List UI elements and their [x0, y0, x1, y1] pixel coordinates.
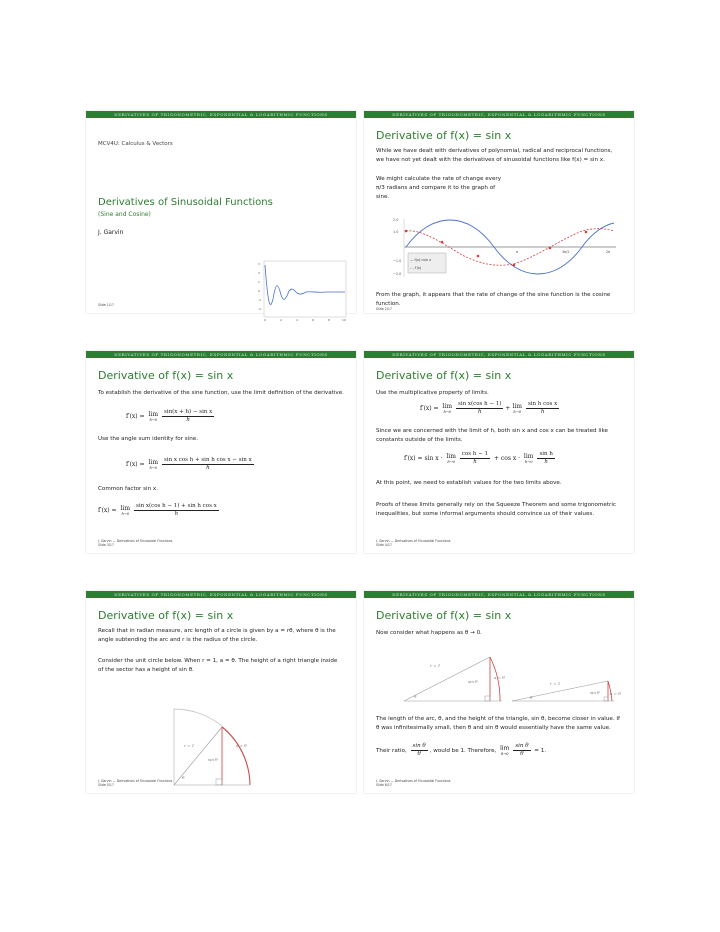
x-tick: 10	[342, 318, 346, 322]
theta-label: θ	[530, 695, 533, 700]
y-tick: 3	[258, 262, 260, 266]
triangle-diagram-large	[402, 651, 506, 705]
paragraph: Proofs of these limits generally rely on the Squeeze Theorem and some trigonometric inequalities, but some informal arguments should convince us of their values.	[376, 502, 616, 517]
slide-number: Slide 1/17	[98, 303, 114, 307]
arc-label: a = θ	[236, 743, 247, 748]
triangle-diagram-small	[510, 675, 621, 705]
slide-footer: J. Garvin — Derivatives of Sinusoidal Functions Slide 4/17	[376, 539, 451, 547]
slide-title: Derivative of f(x) = sin x	[376, 609, 512, 622]
paragraph: The length of the arc, θ, and the height of the triangle, sin θ, become closer in value. If θ was infinitesimally small, then θ and sin θ would essentially have the same value.	[376, 716, 620, 731]
legend-derivative: - - f′(x)	[410, 266, 422, 270]
paragraph: At this point, we need to establish values for the two limits above.	[376, 480, 562, 486]
sine-rate-graph	[392, 215, 620, 279]
paragraph: Now consider what happens as θ → 0.	[376, 630, 482, 636]
slide-header: DERIVATIVES OF TRIGONOMETRIC, EXPONENTIAL & LOGARITHMIC FUNCTIONS	[86, 111, 356, 118]
paragraph: From the graph, it appears that the rate of change of the sine function is the cosine function.	[376, 292, 611, 307]
x-tick: 4	[296, 318, 298, 322]
radius-label: r = 1	[184, 743, 195, 748]
x-tick: 3π/2	[562, 250, 570, 254]
slide-number: Slide 2/17	[376, 307, 392, 311]
y-tick: 2	[258, 271, 260, 275]
formula: f′(x) = lim h→0 $\frac{\text{sin(x + h) − sin x}}{h}$	[126, 409, 213, 423]
slide-header: DERIVATIVES OF TRIGONOMETRIC, EXPONENTIAL & LOGARITHMIC FUNCTIONS	[86, 351, 356, 358]
x-tick: 8	[328, 318, 330, 322]
radius-label: r = 1	[550, 681, 561, 686]
slide-3	[86, 351, 356, 553]
y-tick: 0	[258, 289, 260, 293]
slide-6	[364, 591, 634, 793]
arc-label: a = θ	[610, 691, 621, 696]
slide-1	[86, 111, 356, 322]
formula: f′(x) = lim h→0 $\frac{\text{sin x cos h + sin h cos x − sin x}}{h}$	[126, 457, 252, 471]
slide-header: DERIVATIVES OF TRIGONOMETRIC, EXPONENTIAL & LOGARITHMIC FUNCTIONS	[364, 351, 634, 358]
paragraph: While we have dealt with derivatives of polynomial, radical and reciprocal functions, we have not yet dealt with the derivatives of sinusoidal functions like f(x) = sin x.	[376, 148, 613, 163]
conclusion-line: Their ratio, $\frac{\text{sin θ}}{\theta}$ , would be 1. Therefore, lim θ→0 $\frac{\text{sin θ}}{\theta}$ = 1.	[376, 743, 547, 757]
paragraph: We might calculate the rate of change every π/3 radians and compare it to the graph of sine.	[376, 176, 502, 200]
legend-sine: — f(x)=sin x	[410, 258, 432, 262]
x-tick: 6	[312, 318, 314, 322]
paragraph: Consider the unit circle below. When r = 1, a = θ. The height of a right triangle inside of the sector has a height of sin θ.	[98, 658, 338, 673]
author-name: J. Garvin	[98, 229, 124, 236]
slide-title: Derivative of f(x) = sin x	[98, 609, 234, 622]
x-tick: 2π	[606, 250, 611, 254]
x-tick: 2	[280, 318, 282, 322]
paragraph: To establish the derivative of the sine function, use the limit definition of the derivative.	[98, 390, 344, 396]
slide-header: DERIVATIVES OF TRIGONOMETRIC, EXPONENTIAL & LOGARITHMIC FUNCTIONS	[364, 591, 634, 598]
y-tick: 2.0	[393, 218, 399, 222]
theta-label: θ	[414, 694, 417, 699]
x-tick: 0	[264, 318, 266, 322]
slide-2	[364, 111, 634, 313]
damped-oscillation-plot	[256, 259, 348, 321]
slide-5	[86, 591, 356, 793]
sine-label: sin θ	[590, 690, 600, 695]
x-tick: π	[516, 250, 519, 254]
slide-footer: J. Garvin — Derivatives of Sinusoidal Functions Slide 3/17	[98, 539, 173, 547]
formula: f′(x) = lim h→0 $\frac{\text{sin x(cos h − 1) + sin h cos x}}{h}$	[98, 503, 217, 517]
slide-footer: J. Garvin — Derivatives of Sinusoidal Functions Slide 6/17	[376, 779, 451, 787]
y-tick: 1	[258, 280, 260, 284]
presentation-subtitle: (Sine and Cosine)	[98, 211, 151, 218]
formula: f′(x) = lim h→0 $\frac{\text{sin x(cos h − 1)}}{h}$ + lim h→0 $\frac{\text{sin h cos x}}{h}$	[420, 401, 558, 415]
sine-label: sin θ	[468, 679, 478, 684]
theta-label: θ	[182, 775, 185, 780]
paragraph: Use the angle sum identity for sine.	[98, 436, 198, 442]
slide-footer: J. Garvin — Derivatives of Sinusoidal Functions Slide 5/17	[98, 779, 173, 787]
arc-label: a = θ	[494, 675, 505, 680]
y-tick: −1.0	[393, 259, 402, 263]
radius-label: r = 1	[430, 663, 441, 668]
unit-circle-diagram	[170, 701, 270, 789]
slide-header: DERIVATIVES OF TRIGONOMETRIC, EXPONENTIAL & LOGARITHMIC FUNCTIONS	[364, 111, 634, 118]
slide-title: Derivative of f(x) = sin x	[98, 369, 234, 382]
paragraph: Use the multiplicative property of limits.	[376, 390, 489, 396]
slide-4	[364, 351, 634, 553]
y-tick: -2	[258, 307, 261, 311]
y-tick: −2.0	[393, 272, 402, 276]
paragraph: Recall that in radian measure, arc length of a circle is given by a = rθ, where θ is the angle subtending the arc and r is the radius of the circle.	[98, 628, 336, 643]
slide-title: Derivative of f(x) = sin x	[376, 129, 512, 142]
sine-label: sin θ	[208, 757, 218, 762]
course-name: MCV4U: Calculus & Vectors	[98, 141, 173, 147]
y-tick: 1.0	[393, 230, 399, 234]
paragraph: Common factor sin x.	[98, 486, 159, 492]
slide-title: Derivative of f(x) = sin x	[376, 369, 512, 382]
slide-header: DERIVATIVES OF TRIGONOMETRIC, EXPONENTIAL & LOGARITHMIC FUNCTIONS	[86, 591, 356, 598]
y-tick: -1	[258, 298, 261, 302]
formula: f′(x) = sin x · lim h→0 $\frac{\text{cos h − 1}}{h}$ + cos x · lim h→0 $\frac{\text{sin h}}{h}$	[404, 451, 553, 465]
paragraph: Since we are concerned with the limit of h, both sin x and cos x can be treated like constants outside of the limits.	[376, 428, 608, 443]
presentation-title: Derivatives of Sinusoidal Functions	[98, 197, 273, 208]
